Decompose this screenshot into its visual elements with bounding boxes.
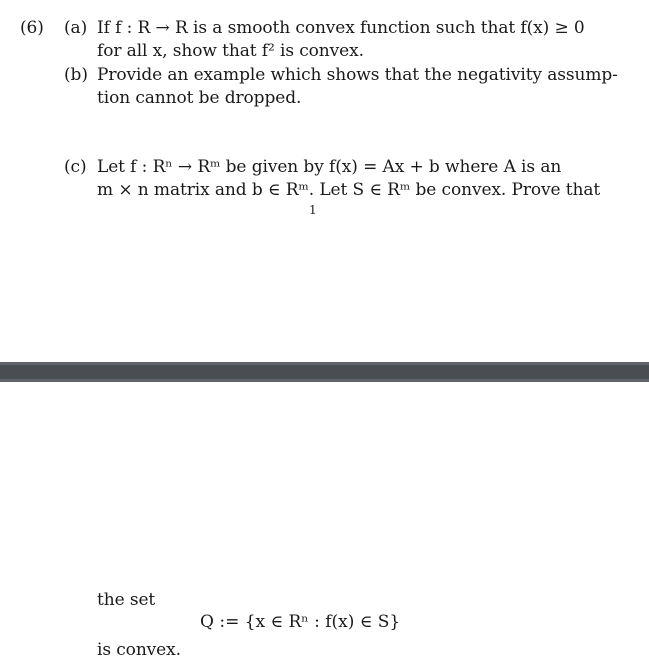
part-a-line-1: If f : R → R is a smooth convex function such that f(x) ≥ 0 bbox=[97, 18, 585, 38]
part-b-line-2: tion cannot be dropped. bbox=[97, 88, 302, 108]
problem-number: (6) bbox=[20, 18, 44, 38]
display-equation: Q := {x ∈ Rⁿ : f(x) ∈ S} bbox=[200, 612, 401, 632]
part-c-line-4: is convex. bbox=[97, 640, 181, 660]
page-gap-band bbox=[0, 365, 649, 379]
part-b-label: (b) bbox=[64, 65, 88, 85]
page-number: 1 bbox=[309, 203, 317, 217]
part-a-line-2: for all x, show that f² is convex. bbox=[97, 41, 364, 61]
part-a-label: (a) bbox=[64, 18, 88, 38]
part-c-label: (c) bbox=[64, 157, 87, 177]
page-2 bbox=[0, 382, 649, 660]
part-c-line-2: m × n matrix and b ∈ Rᵐ. Let S ∈ Rᵐ be convex. Prove that bbox=[97, 180, 601, 200]
part-c-line-1: Let f : Rⁿ → Rᵐ be given by f(x) = Ax + b where A is an bbox=[97, 157, 562, 177]
part-b-line-1: Provide an example which shows that the negativity assump- bbox=[97, 65, 618, 85]
page-gap bbox=[0, 362, 649, 382]
part-c-line-3: the set bbox=[97, 590, 156, 610]
